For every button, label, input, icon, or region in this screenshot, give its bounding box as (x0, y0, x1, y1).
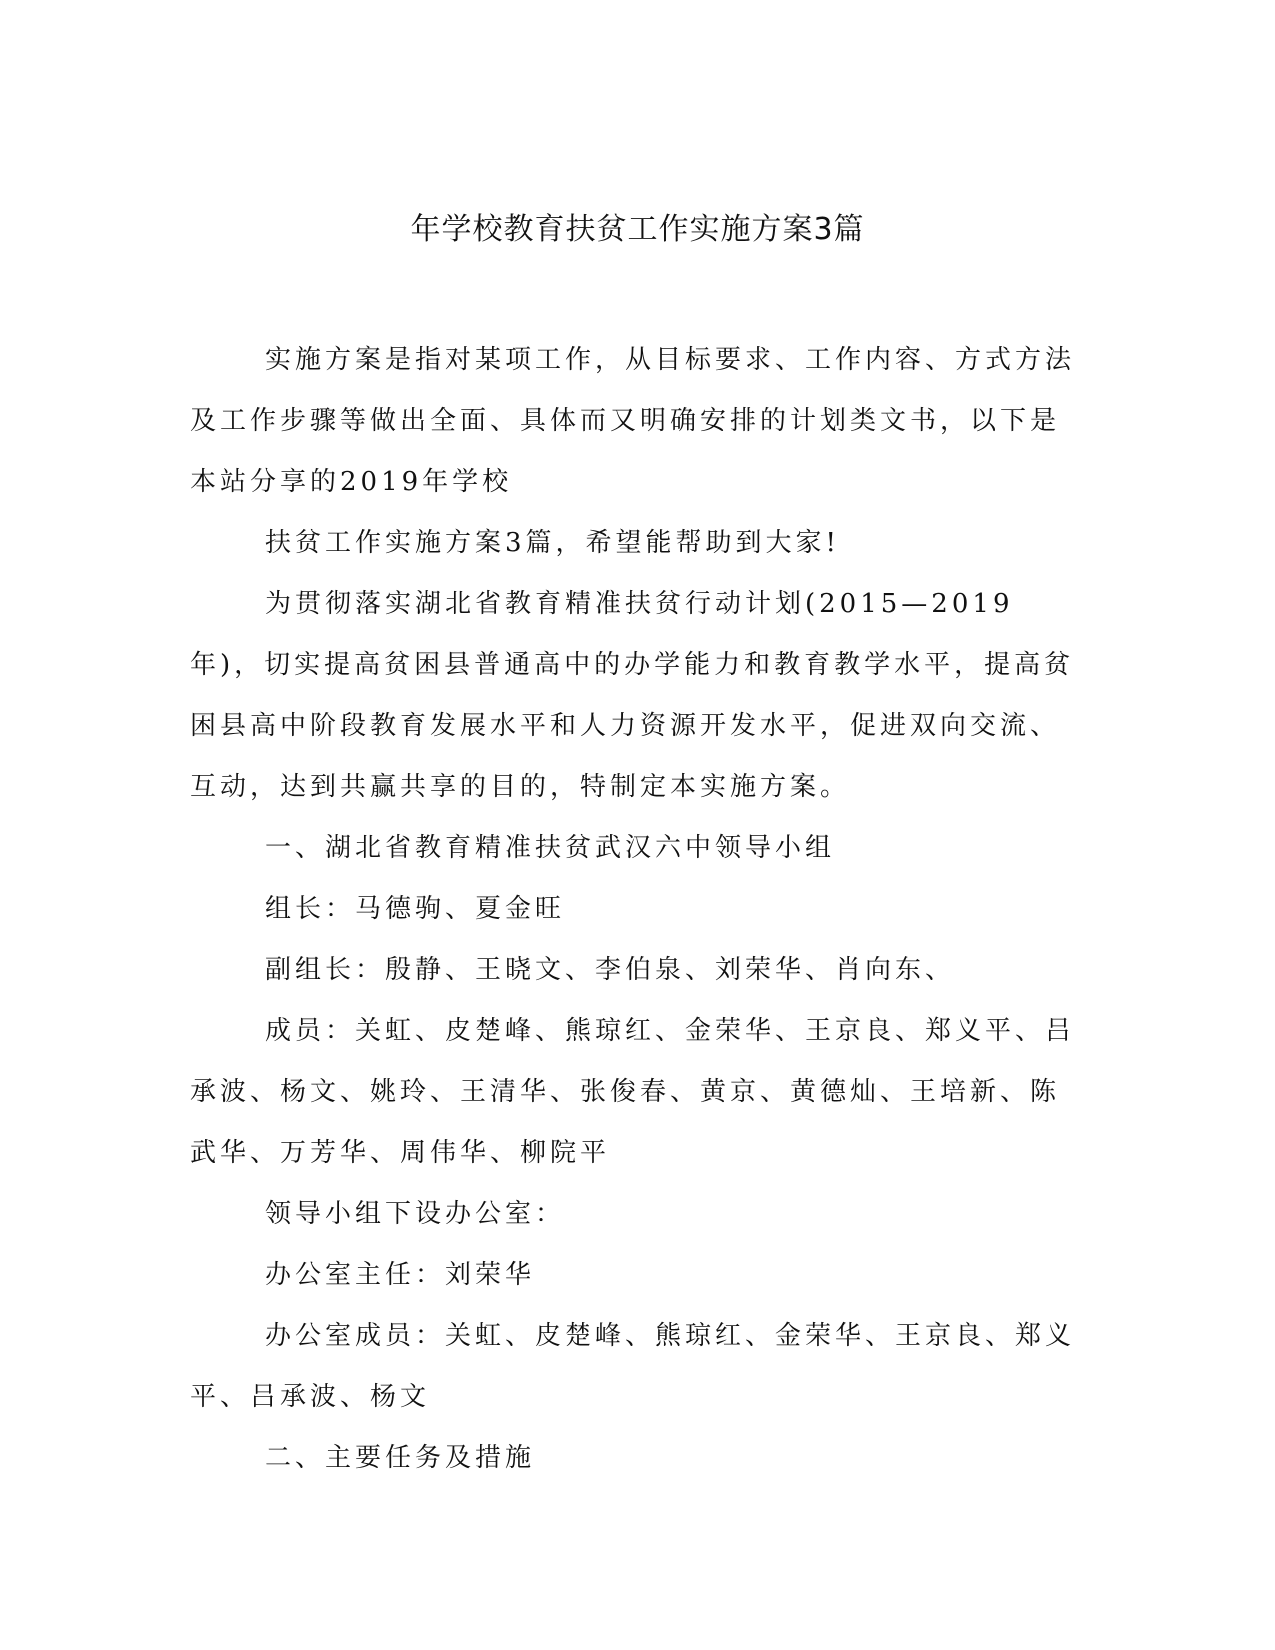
section-heading-2: 二、主要任务及措施 (265, 1443, 536, 1473)
paragraph-office-director: 办公室主任：刘荣华 (265, 1260, 536, 1290)
paragraph-members: 成员：关虹、皮楚峰、熊琼红、金荣华、王京良、郑义平、吕承波、杨文、姚玲、王清华、张俊春、黄京、黄德灿、王培新、陈武华、万芳华、周伟华、柳院平 (190, 1016, 1076, 1168)
document-body (190, 330, 1080, 1489)
paragraph-office-members: 办公室成员：关虹、皮楚峰、熊琼红、金荣华、王京良、郑义平、吕承波、杨文 (190, 1321, 1076, 1412)
paragraph-purpose: 为贯彻落实湖北省教育精准扶贫行动计划(2015—2019年)，切实提高贫困县普通高中的办学能力和教育教学水平，提高贫困县高中阶段教育发展水平和人力资源开发水平，促进双向交流、互动，达到共赢共享的目的，特制定本实施方案。 (190, 589, 1075, 802)
section-heading-1: 一、湖北省教育精准扶贫武汉六中领导小组 (265, 833, 836, 863)
document-title: 年学校教育扶贫工作实施方案3篇 (410, 212, 865, 247)
paragraph-deputy-leader: 副组长：殷静、王晓文、李伯泉、刘荣华、肖向东、 (265, 955, 956, 985)
paragraph-share: 扶贫工作实施方案3篇，希望能帮助到大家! (265, 528, 840, 558)
paragraph-office: 领导小组下设办公室： (265, 1199, 566, 1229)
paragraph-intro: 实施方案是指对某项工作，从目标要求、工作内容、方式方法及工作步骤等做出全面、具体而又明确安排的计划类文书，以下是本站分享的2019年学校 (190, 345, 1076, 497)
paragraph-leader: 组长：马德驹、夏金旺 (265, 894, 566, 924)
